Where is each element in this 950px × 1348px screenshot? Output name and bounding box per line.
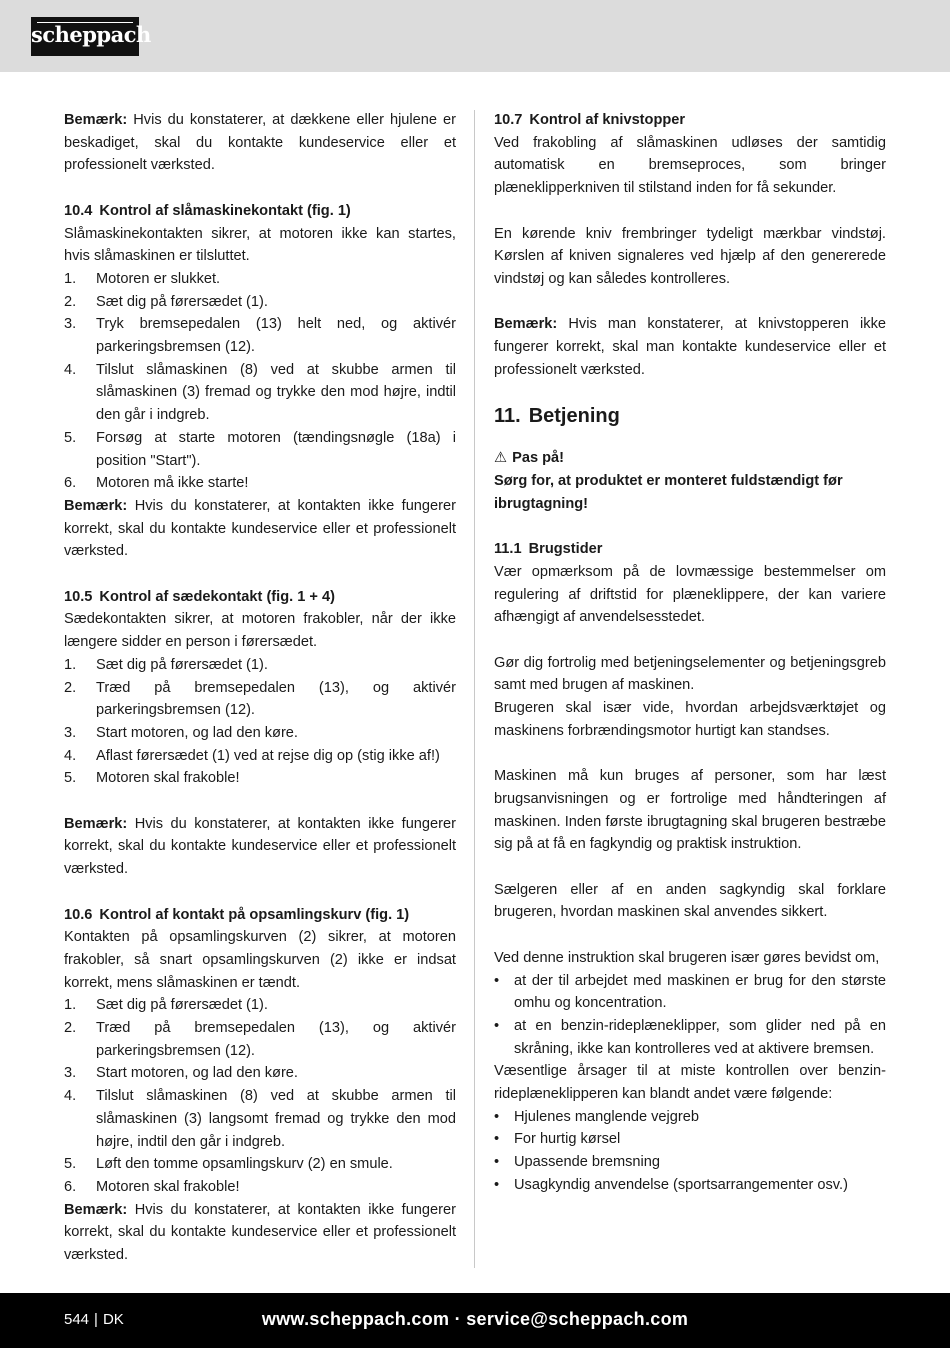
warning-title: Pas på! bbox=[512, 450, 565, 467]
list-item bbox=[64, 313, 456, 358]
warning-heading bbox=[494, 447, 886, 470]
section-heading-10-6 bbox=[64, 904, 456, 927]
list-item bbox=[64, 654, 456, 677]
list-item bbox=[64, 427, 456, 472]
paragraph: Ved frakobling af slåmaskinen udløses der samtidig automatisk en bremseproces, som bringer plæneklipperkniven til stilstand inden for få sekunder. bbox=[494, 134, 886, 197]
step-number: 1. bbox=[64, 997, 77, 1014]
note-tyres bbox=[64, 109, 456, 177]
step-number: 4. bbox=[64, 1088, 77, 1105]
step-number: 1. bbox=[64, 656, 77, 673]
bullet-icon: • bbox=[494, 1017, 500, 1034]
list-item bbox=[64, 1153, 456, 1176]
section-title: Kontrol af sædekontakt (fig. 1 + 4) bbox=[99, 588, 335, 605]
note-10-5 bbox=[64, 813, 456, 881]
step-text: Tilslut slåmaskinen (8) ved at skubbe armen til slåmaskinen (3) langsomt fremad og trykke den mod højre, indtil den går i indgreb. bbox=[96, 1088, 456, 1150]
step-number: 3. bbox=[64, 724, 77, 741]
list-item bbox=[64, 268, 456, 291]
bullet-text: Hjulenes manglende vejgreb bbox=[514, 1108, 699, 1125]
step-text: Tryk bremsepedalen (13) helt ned, og aktivér parkeringsbremsen (12). bbox=[96, 316, 456, 356]
bullet-text: Usagkyndig anvendelse (sportsarrangementer osv.) bbox=[514, 1176, 848, 1193]
step-number: 3. bbox=[64, 316, 77, 333]
list-item bbox=[64, 1062, 456, 1085]
scheppach-logo: scheppach bbox=[31, 17, 139, 56]
section-title: Kontrol af kontakt på opsamlingskurv (fig. 1) bbox=[99, 906, 410, 923]
section-number: 11.1 bbox=[494, 541, 522, 558]
step-number: 1. bbox=[64, 270, 77, 287]
paragraph: Ved denne instruktion skal brugeren især gøres bevidst om, bbox=[494, 949, 880, 966]
step-text: Sæt dig på førersædet (1). bbox=[96, 293, 268, 310]
list-item bbox=[64, 767, 456, 790]
bullet-list-awareness bbox=[494, 970, 886, 1061]
step-number: 3. bbox=[64, 1065, 77, 1082]
note-10-6 bbox=[64, 1199, 456, 1267]
bullet-icon: • bbox=[494, 972, 500, 989]
section-intro: Slåmaskinekontakten sikrer, at motoren ikke kan startes, hvis slåmaskinen er tilsluttet. bbox=[64, 225, 456, 265]
note-label: Bemærk: bbox=[64, 112, 128, 128]
section-number: 10.4 bbox=[64, 202, 93, 219]
steps-list-10-4 bbox=[64, 268, 456, 495]
note-10-7 bbox=[494, 313, 886, 381]
list-item bbox=[494, 1015, 886, 1060]
bullet-text: Upassende bremsning bbox=[514, 1154, 661, 1171]
note-text: Hvis man konstaterer, at knivstopperen ikke fungerer korrekt, skal man kontakte kundeservice eller et professionelt værksted. bbox=[494, 316, 886, 378]
section-heading-10-4 bbox=[64, 200, 456, 223]
paragraph: Sælgeren eller af en anden sagkyndig skal forklare brugeren, hvordan maskinen skal anvendes sikkert. bbox=[494, 881, 886, 921]
bullet-icon: • bbox=[494, 1154, 500, 1171]
section-title: Kontrol af slåmaskinekontakt (fig. 1) bbox=[99, 202, 351, 219]
section-number: 10.7 bbox=[494, 112, 523, 128]
chapter-heading-11 bbox=[494, 401, 886, 431]
step-text: Løft den tomme opsamlingskurv (2) en smule. bbox=[96, 1156, 393, 1173]
section-intro: Kontakten på opsamlingskurven (2) sikrer, at motoren frakobler, så snart opsamlingskurven (2) ikke er indsat korrekt, mens slåmaskinen er tændt. bbox=[64, 929, 456, 991]
step-text: Motoren skal frakoble! bbox=[96, 770, 240, 787]
note-10-4 bbox=[64, 495, 456, 563]
warning-text: Sørg for, at produktet er monteret fuldstændigt før ibrugtagning! bbox=[494, 473, 843, 512]
bullet-list-causes bbox=[494, 1106, 886, 1197]
note-text: Hvis du konstaterer, at kontakten ikke fungerer korrekt, skal du kontakte kundeservice eller et professionelt værksted. bbox=[64, 815, 456, 878]
list-item bbox=[494, 1128, 886, 1151]
list-item bbox=[64, 1017, 456, 1062]
note-label: Bemærk: bbox=[64, 497, 128, 514]
step-text: Start motoren, og lad den køre. bbox=[96, 724, 298, 741]
paragraph: En kørende kniv frembringer tydeligt mærkbar vindstøj. Kørslen af kniven signaleres ved hjælp af den genererede vindstøj og kan således kontrolleres. bbox=[494, 225, 886, 287]
note-label: Bemærk: bbox=[64, 815, 128, 832]
note-label: Bemærk: bbox=[64, 1201, 128, 1218]
list-item bbox=[494, 1151, 886, 1174]
note-text: Hvis du konstaterer, at dækkene eller hjulene er beskadiget, skal du kontakte kundeservice eller et professionelt værksted. bbox=[64, 112, 456, 174]
step-text: Træd på bremsepedalen (13), og aktivér parkeringsbremsen (12). bbox=[96, 1020, 456, 1059]
bullet-icon: • bbox=[494, 1108, 500, 1125]
list-item bbox=[64, 359, 456, 427]
section-heading-11-1 bbox=[494, 538, 886, 561]
step-text: Forsøg at starte motoren (tændingsnøgle (18a) i position "Start"). bbox=[96, 429, 456, 469]
step-number: 6. bbox=[64, 475, 77, 492]
step-number: 5. bbox=[64, 770, 77, 787]
note-text: Hvis du konstaterer, at kontakten ikke fungerer korrekt, skal du kontakte kundeservice eller et professionelt værksted. bbox=[64, 497, 456, 560]
paragraph: Brugeren skal især vide, hvordan arbejdsværktøjet og maskinens forbrændingsmotor hurtigt kan standses. bbox=[494, 700, 886, 739]
paragraph: Maskinen må kun bruges af personer, som har læst brugsanvisningen og er fortrolige med håndteringen af maskinen. Inden første ibrugtagning skal brugeren bestræbe sig på at få en fagkyndig og praktisk instruktion. bbox=[494, 768, 886, 853]
column-divider bbox=[474, 110, 475, 1268]
list-item bbox=[494, 970, 886, 1015]
list-item bbox=[64, 472, 456, 495]
bullet-text: at en benzin-rideplæneklipper, som glider ned på en skråning, ikke kan kontrolleres ved at aktivere bremsen. bbox=[514, 1017, 886, 1057]
bullet-text: For hurtig kørsel bbox=[514, 1131, 621, 1148]
step-number: 4. bbox=[64, 361, 77, 378]
paragraph: Gør dig fortrolig med betjeningselementer og betjeningsgreb samt med brugen af maskinen. bbox=[494, 654, 886, 694]
step-text: Tilslut slåmaskinen (8) ved at skubbe armen til slåmaskinen (3) fremad og trykke den mod højre, indtil den går i indgreb. bbox=[96, 361, 456, 424]
list-item bbox=[494, 1106, 886, 1129]
section-title: Brugstider bbox=[528, 541, 603, 558]
bullet-icon: • bbox=[494, 1131, 500, 1148]
paragraph: Vær opmærksom på de lovmæssige bestemmelser om regulering af driftstid for plæneklippere, der kan variere afhængigt af anvendelsesstedet. bbox=[494, 563, 886, 626]
step-number: 6. bbox=[64, 1178, 77, 1195]
bullet-icon: • bbox=[494, 1176, 500, 1193]
list-item bbox=[64, 994, 456, 1017]
section-heading-10-7 bbox=[494, 109, 886, 132]
right-column bbox=[494, 109, 886, 1197]
step-number: 5. bbox=[64, 429, 77, 446]
section-number: 10.6 bbox=[64, 906, 93, 923]
header-band bbox=[0, 0, 950, 72]
step-text: Motoren må ikke starte! bbox=[96, 475, 249, 492]
steps-list-10-6 bbox=[64, 994, 456, 1198]
list-item bbox=[494, 1174, 886, 1197]
section-heading-10-5 bbox=[64, 586, 456, 609]
language-code: DK bbox=[102, 1311, 124, 1328]
step-number: 5. bbox=[64, 1156, 77, 1173]
step-text: Motoren skal frakoble! bbox=[96, 1178, 240, 1195]
steps-list-10-5 bbox=[64, 654, 456, 790]
step-number: 2. bbox=[64, 293, 77, 310]
bullet-text: at der til arbejdet med maskinen er brug for den største omhu og koncentration. bbox=[514, 972, 886, 1012]
list-item bbox=[64, 722, 456, 745]
page-number-value: 544 bbox=[64, 1311, 90, 1328]
section-number: 10.5 bbox=[64, 588, 93, 605]
page-separator: | bbox=[94, 1311, 98, 1328]
note-label: Bemærk: bbox=[494, 316, 558, 333]
footer-website-link[interactable]: www.scheppach.com · service@scheppach.com bbox=[261, 1309, 689, 1329]
step-text: Sæt dig på førersædet (1). bbox=[96, 656, 268, 673]
list-item bbox=[64, 677, 456, 722]
step-number: 2. bbox=[64, 679, 77, 696]
left-column bbox=[64, 109, 456, 1267]
list-item bbox=[64, 291, 456, 314]
footer-bar bbox=[0, 1293, 950, 1348]
step-text: Aflast førersædet (1) ved at rejse dig op (stig ikke af!) bbox=[96, 747, 440, 764]
list-item bbox=[64, 1085, 456, 1153]
note-text: Hvis du konstaterer, at kontakten ikke fungerer korrekt, skal du kontakte kundeservice eller et professionelt værksted. bbox=[64, 1201, 456, 1264]
step-text: Start motoren, og lad den køre. bbox=[96, 1065, 298, 1082]
chapter-number: 11. bbox=[494, 405, 521, 428]
step-text: Sæt dig på førersædet (1). bbox=[96, 997, 268, 1014]
section-intro: Sædekontakten sikrer, at motoren frakobler, når der ikke længere sidder en person i førersædet. bbox=[64, 611, 456, 651]
step-number: 4. bbox=[64, 747, 77, 764]
paragraph: Væsentlige årsager til at miste kontrollen over benzin-rideplæneklipperen kan blandt andet være følgende: bbox=[494, 1063, 886, 1103]
chapter-title: Betjening bbox=[528, 405, 620, 428]
step-number: 2. bbox=[64, 1020, 77, 1037]
section-title: Kontrol af knivstopper bbox=[529, 112, 686, 128]
step-text: Træd på bremsepedalen (13), og aktivér parkeringsbremsen (12). bbox=[96, 679, 456, 719]
step-text: Motoren er slukket. bbox=[96, 270, 221, 287]
list-item bbox=[64, 745, 456, 768]
warning-triangle-icon: ⚠ bbox=[494, 450, 508, 467]
list-item bbox=[64, 1176, 456, 1199]
